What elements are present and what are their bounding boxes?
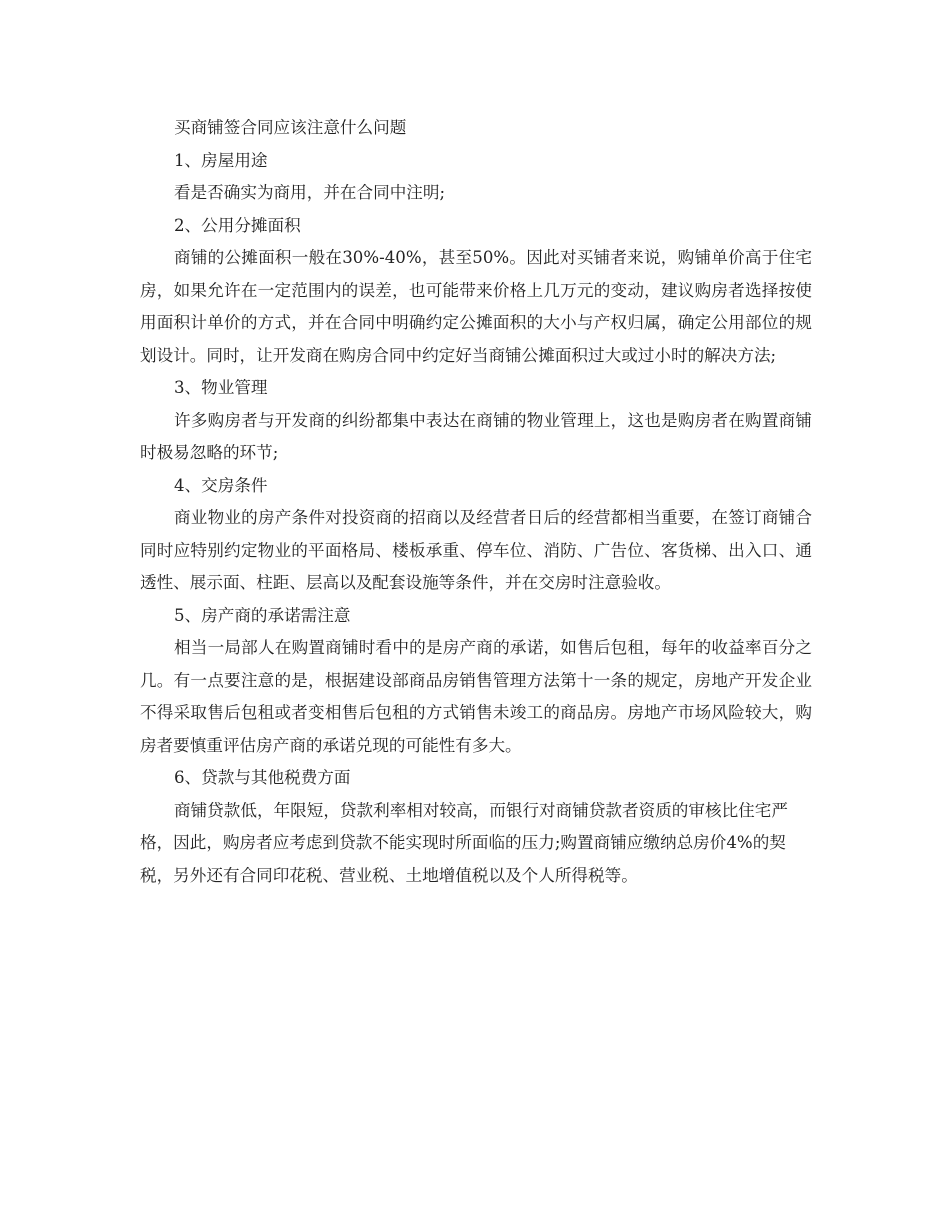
section-3-body: 许多购房者与开发商的纠纷都集中表达在商铺的物业管理上，这也是购房者在购置商铺时极易忽略的环节;: [140, 410, 812, 462]
section-6-heading: 6、贷款与其他税费方面: [174, 768, 351, 787]
section-1-body: 看是否确实为商用，并在合同中注明;: [174, 183, 446, 202]
section-2-heading: 2、公用分摊面积: [174, 215, 301, 235]
section-5-body: 相当一局部人在购置商铺时看中的是房产商的承诺，如售后包租，每年的收益率百分之几。有一点要注意的是，根据建设部商品房销售管理方法第十一条的规定，房地产开发企业不得采取售后包租或者变相售后包租的方式销售未竣工的商品房。房地产市场风险较大，购房者要慎重评估房产商的承诺兑现的可能性有多大。: [140, 638, 812, 755]
section-2-body: 商铺的公摊面积一般在30%-40%，甚至50%。因此对买铺者来说，购铺单价高于住宅房，如果允许在一定范围内的误差，也可能带来价格上几万元的变动，建议购房者选择按使用面积计单价的方式，并在合同中明确约定公摊面积的大小与产权归属，确定公用部位的规划设计。同时，让开发商在购房合同中约定好当商铺公摊面积过大或过小时的解决方法;: [140, 248, 812, 365]
section-3-heading: 3、物业管理: [174, 378, 268, 397]
section-1-heading: 1、房屋用途: [174, 150, 268, 170]
document-content: [140, 112, 812, 892]
document-title: 买商铺签合同应该注意什么问题: [174, 118, 407, 137]
section-4-heading: 4、交房条件: [174, 475, 268, 495]
section-5-heading: 5、房产商的承诺需注意: [174, 605, 351, 625]
section-4-body: 商业物业的房产条件对投资商的招商以及经营者日后的经营都相当重要，在签订商铺合同时应特别约定物业的平面格局、楼板承重、停车位、消防、广告位、客货梯、出入口、通透性、展示面、柱距、层高以及配套设施等条件，并在交房时注意验收。: [140, 508, 812, 592]
section-6-body: 商铺贷款低，年限短，贷款利率相对较高，而银行对商铺贷款者资质的审核比住宅严格，因此，购房者应考虑到贷款不能实现时所面临的压力;购置商铺应缴纳总房价4%的契税，另外还有合同印花税、营业税、土地增值税以及个人所得税等。: [140, 800, 788, 885]
